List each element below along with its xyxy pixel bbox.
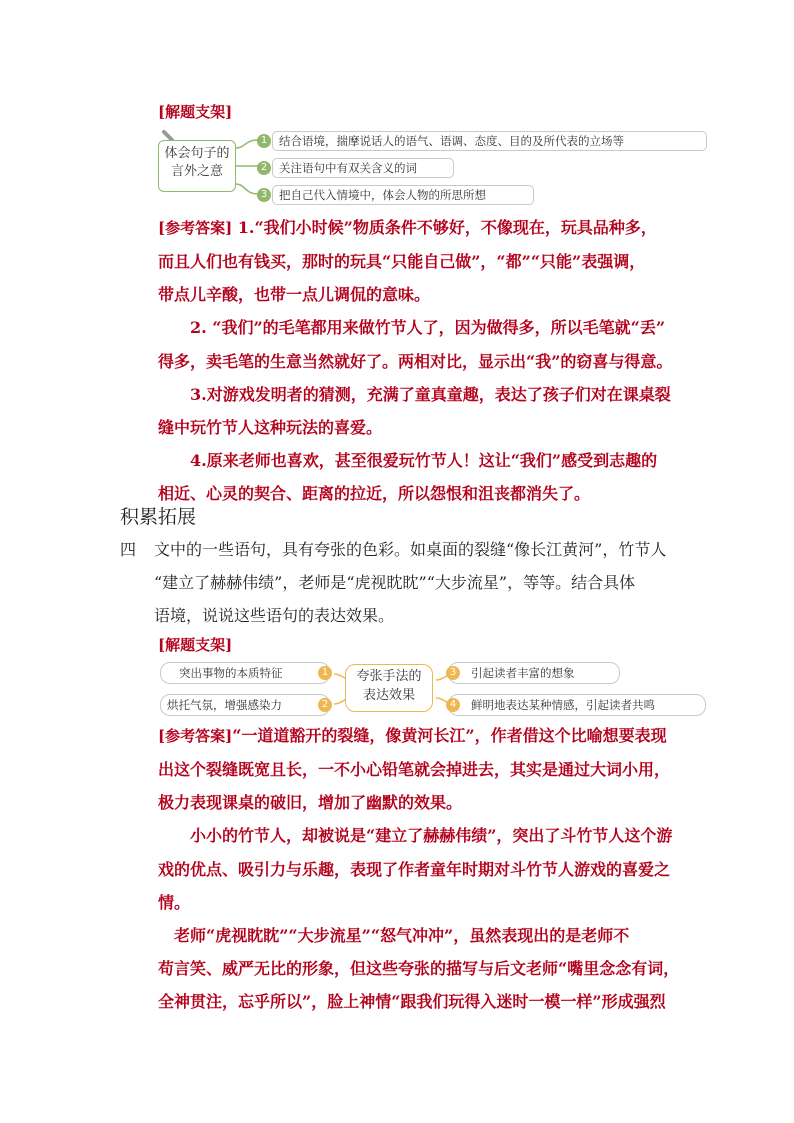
answer-line: 戏的优点、吸引力与乐趣，表现了作者童年时期对斗竹节人游戏的喜爱之 <box>158 860 671 879</box>
mindmap-number-1: 1 <box>318 666 332 680</box>
answer-line: 3.对游戏发明者的猜测，充满了童真童趣，表达了孩子们对在课桌裂 <box>190 385 671 404</box>
mindmap-number-4: 4 <box>446 698 460 712</box>
section-heading-scaffold: [解题支架] <box>158 636 233 654</box>
answer-line: 2. “我们”的毛笔都用来做竹节人了，因为做得多，所以毛笔就“丢” <box>190 318 666 337</box>
answer-line: 得多，卖毛笔的生意当然就好了。两相对比，显示出“我”的窃喜与得意。 <box>158 352 673 371</box>
mindmap-number-2: 2 <box>318 698 332 712</box>
question-line: 文中的一些语句，具有夸张的色彩。如桌面的裂缝“像长江黄河”，竹节人 <box>154 540 667 559</box>
mindmap-center-line1: 体会句子的 <box>164 146 230 161</box>
answer-label: [参考答案] <box>158 727 233 745</box>
answer-line: 4.原来老师也喜欢，甚至很爱玩竹节人！这让“我们”感受到志趣的 <box>190 451 658 470</box>
mindmap-item-4: 鲜明地表达某种情感，引起读者共鸣 <box>448 694 706 716</box>
answer-line: “一道道豁开的裂缝，像黄河长江”，作者借这个比喻想要表现 <box>232 726 667 745</box>
mindmap-center <box>158 140 236 192</box>
answer-line: 全神贯注，忘乎所以”，脸上神情“跟我们玩得入迷时一模一样”形成强烈 <box>158 992 666 1011</box>
answer-line: 1.“我们小时候”物质条件不够好，不像现在，玩具品种多， <box>232 218 657 237</box>
question-line: “建立了赫赫伟绩”，老师是“虎视眈眈”“大步流星”，等等。结合具体 <box>154 573 636 592</box>
mindmap-item-2: 关注语句中有双关含义的词 <box>272 158 454 178</box>
answer-line: 苟言笑、威严无比的形象，但这些夸张的描写与后文老师“嘴里念念有词， <box>158 959 680 978</box>
mindmap-number-3: 3 <box>446 666 460 680</box>
question-line: 语境，说说这些语句的表达效果。 <box>154 606 395 625</box>
answer-line: 缝中玩竹节人这种玩法的喜爱。 <box>158 418 383 437</box>
mindmap-number-3: 3 <box>257 188 271 202</box>
mindmap-number-1: 1 <box>257 134 271 148</box>
question-block <box>120 540 720 630</box>
answer-line: 而且人们也有钱买，那时的玩具“只能自己做”，“都”“只能”表强调， <box>158 252 646 271</box>
answer-line: 带点儿辛酸，也带一点儿调侃的意味。 <box>158 285 431 304</box>
answer-line: 极力表现课桌的破旧，增加了幽默的效果。 <box>158 793 463 812</box>
mindmap-item-1: 突出事物的本质特征 <box>160 662 330 684</box>
mindmap-item-3: 把自己代入情境中，体会人物的所思所想 <box>272 185 534 205</box>
answer-block-2 <box>158 722 698 1011</box>
mindmap-item-1: 结合语境，揣摩说话人的语气、语调、态度、目的及所代表的立场等 <box>272 131 707 151</box>
answer-line: 老师“虎视眈眈”“大步流星”“怒气冲冲”，虽然表现出的是老师不 <box>174 926 630 945</box>
section-title: 积累拓展 <box>120 506 197 528</box>
question-number: 四 <box>120 540 137 559</box>
mindmap-center-line1: 夸张手法的 <box>356 669 422 684</box>
answer-block-1 <box>158 214 698 503</box>
answer-line: 相近、心灵的契合、距离的拉近，所以怨恨和沮丧都消失了。 <box>158 484 591 503</box>
mindmap-center <box>345 664 433 712</box>
answer-label: [参考答案] <box>158 219 233 237</box>
answer-line: 小小的竹节人，却被说是“建立了赫赫伟绩”，突出了斗竹节人这个游 <box>190 826 673 845</box>
mindmap-item-2: 烘托气氛，增强感染力 <box>160 694 330 716</box>
section-heading-scaffold: [解题支架] <box>158 103 233 121</box>
answer-line: 出这个裂缝既宽且长，一不小心铅笔就会掉进去，其实是通过大词小用， <box>158 760 671 779</box>
mindmap-item-3: 引起读者丰富的想象 <box>448 662 620 684</box>
mindmap-number-2: 2 <box>257 161 271 175</box>
mindmap-center-line2: 言外之意 <box>170 164 223 179</box>
mindmap-center-line2: 表达效果 <box>362 688 415 703</box>
pencil-icon <box>164 132 172 140</box>
answer-line: 情。 <box>158 893 191 912</box>
